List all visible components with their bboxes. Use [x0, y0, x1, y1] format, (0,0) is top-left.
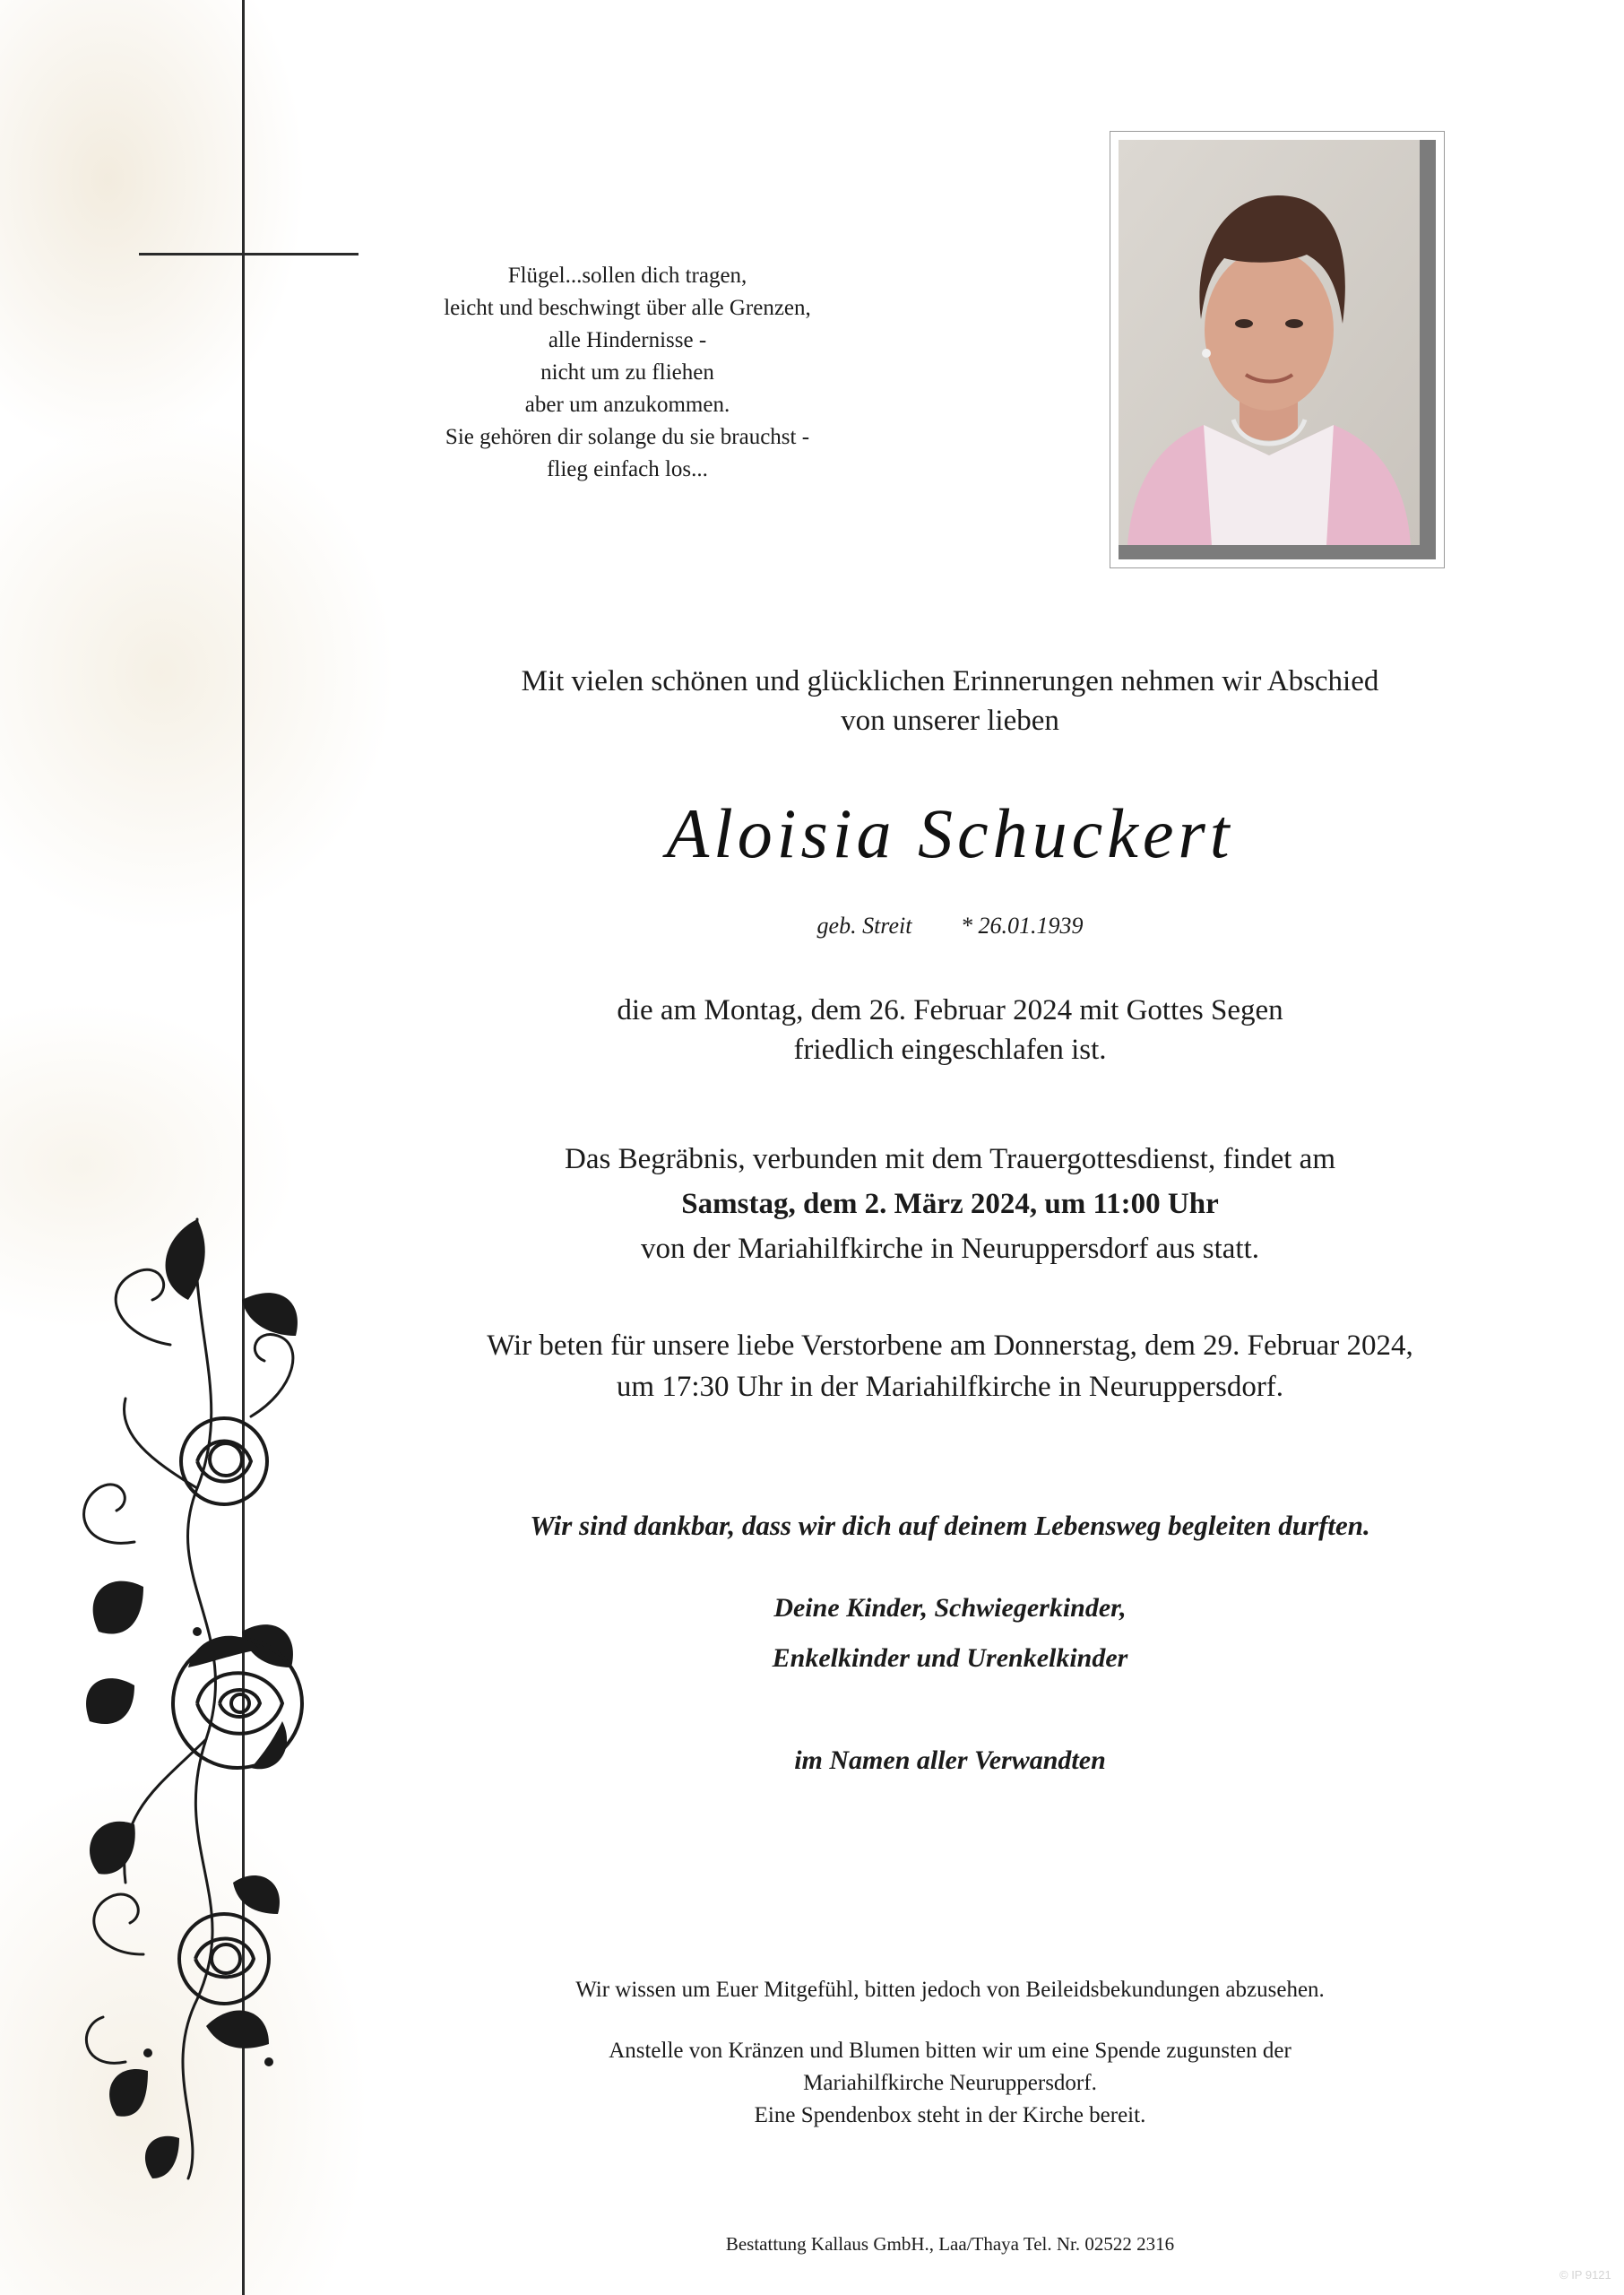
poem-line: leicht und beschwingt über alle Grenzen,: [444, 296, 811, 320]
prayer-line: um 17:30 Uhr in der Mariahilfkirche in Neuruppersdorf.: [616, 1371, 1284, 1403]
intro-text: [376, 662, 1524, 740]
intro-line: Mit vielen schönen und glücklichen Erinnerungen nehmen wir Abschied: [521, 665, 1379, 697]
death-notice-line: die am Montag, dem 26. Februar 2024 mit Gottes Segen: [617, 994, 1283, 1026]
funeral-date: Samstag, dem 2. März 2024, um 11:00 Uhr: [681, 1188, 1219, 1220]
condolence-note: Wir wissen um Euer Mitgefühl, bitten jedoch von Beileidsbekundungen abzusehen.: [575, 1978, 1325, 2002]
poem-line: nicht um zu fliehen: [540, 360, 714, 385]
death-notice-line: friedlich eingeschlafen ist.: [793, 1034, 1107, 1066]
donation-line: Mariahilfkirche Neuruppersdorf.: [803, 2071, 1097, 2095]
mourners-line: Enkelkinder und Urenkelkinder: [772, 1643, 1128, 1673]
print-stamp: © IP 9121: [1559, 2268, 1611, 2282]
funeral-line: von der Mariahilfkirche in Neuruppersdorf aus statt.: [640, 1233, 1260, 1265]
birth-line: [376, 910, 1524, 942]
poem-line: Flügel...sollen dich tragen,: [507, 264, 747, 288]
donation-line: Eine Spendenbox steht in der Kirche bereit.: [754, 2103, 1146, 2127]
rose-ornament-icon: [63, 1165, 332, 2196]
birth-date: * 26.01.1939: [960, 913, 1084, 939]
prayer-line: Wir beten für unsere liebe Verstorbene am Donnerstag, dem 29. Februar 2024,: [487, 1329, 1413, 1362]
poem-line: alle Hindernisse -: [548, 328, 707, 352]
death-notice: [376, 991, 1524, 1070]
intro-line: von unserer lieben: [841, 705, 1059, 737]
donation-line: Anstelle von Kränzen und Blumen bitten wir um eine Spende zugunsten der: [609, 2039, 1291, 2063]
poem-line: aber um anzukommen.: [524, 393, 730, 417]
donation-note: [376, 2035, 1524, 2132]
portrait-frame: [1110, 131, 1445, 568]
poem-line: flieg einfach los...: [547, 457, 708, 481]
funeral-line: Das Begräbnis, verbunden mit dem Trauergottesdienst, findet am: [565, 1143, 1335, 1175]
poem-line: Sie gehören dir solange du sie brauchst -: [445, 425, 810, 449]
funeral-notice: [376, 1137, 1524, 1271]
prayer-notice: [376, 1325, 1524, 1407]
cross-bar: [139, 253, 358, 255]
deceased-name: Aloisia Schuckert: [666, 794, 1234, 872]
maiden-name: geb. Streit: [816, 913, 912, 939]
poem: [421, 260, 834, 486]
mourners: [376, 1583, 1524, 1684]
mourners-relatives: im Namen aller Verwandten: [794, 1745, 1106, 1775]
gratitude-text: Wir sind dankbar, dass wir dich auf deinem Lebensweg begleiten durften.: [530, 1510, 1370, 1541]
portrait-photo: [1119, 140, 1420, 545]
mourners-line: Deine Kinder, Schwiegerkinder,: [773, 1593, 1127, 1623]
funeral-home-footer: Bestattung Kallaus GmbH., Laa/Thaya Tel. Nr. 02522 2316: [725, 2233, 1175, 2255]
